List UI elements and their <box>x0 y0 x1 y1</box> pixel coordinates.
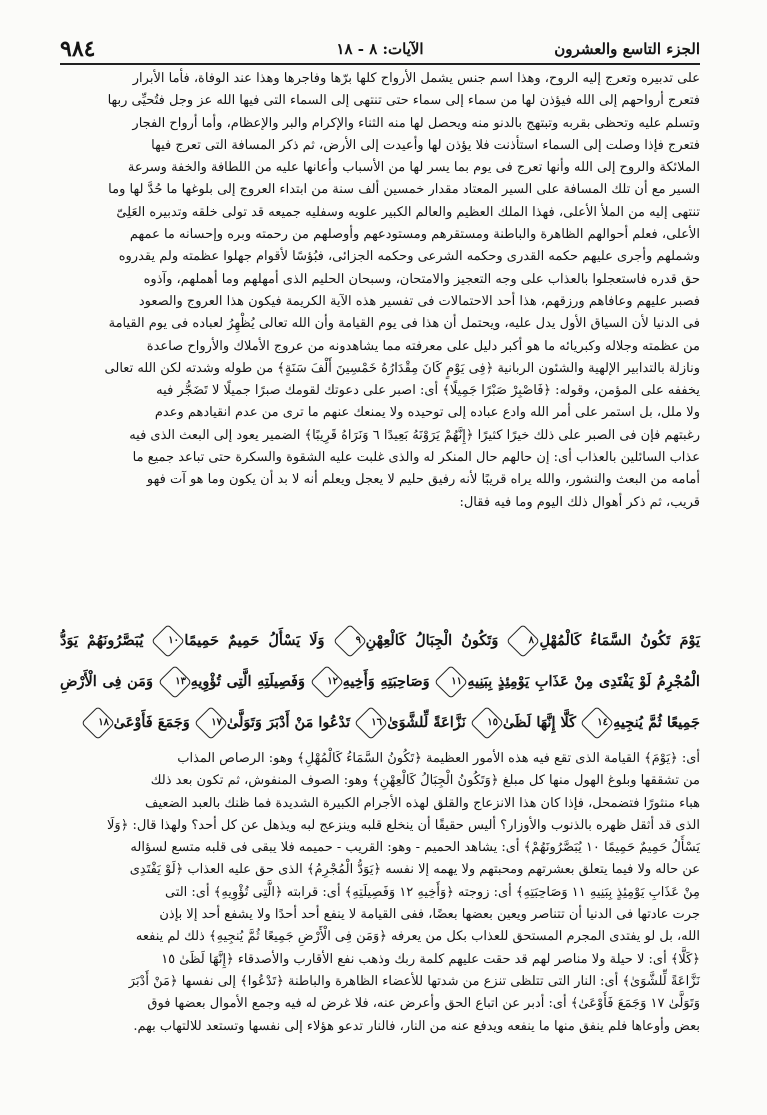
page-number: ٩٨٤ <box>60 36 96 62</box>
verse-number-marker <box>506 624 540 658</box>
verse-number: ١٠ <box>168 635 180 646</box>
verse-number-marker <box>194 706 228 740</box>
commentary-line: عن حاله ولا فيما يتعلق بعشرتهم ومحبتهم ولا يهمه إلا نفسه ﴿يَوَدُّ الْمُجْرِمُ﴾ الذى حق عليه العذاب ﴿لَوْ يَفْتَدِى <box>129 862 700 878</box>
commentary-line: ونازلة بالتدابير الإلهية والشئون الربانية ﴿فِى يَوْمٍ كَانَ مِقْدَارُهُ خَمْسِينَ أَلْفَ سَنَةٍ﴾ من طوله وشدته لكن الله تعالى <box>104 360 700 376</box>
commentary-line: وشملهم وأجرى عليهم حكمه القدرى وحكمه الشرعى وحكمه الجزائى، فبُؤسًا لأقوام جهلوا عظمته ولم يقدروه <box>118 249 700 265</box>
commentary-line: فى الدنيا لأن السياق الأول يدل عليه، ويحتمل أن هذا فى يوم القيامة وأن الله تعالى يُظْهِرُ لعباده فى يوم القيامة <box>108 316 700 332</box>
commentary-line: الله، بل لو يفتدى المجرم المستحق للعذاب بكل من يعرفه ﴿وَمَن فِى الْأَرْضِ جَمِيعًا ثُمَّ يُنجِيهِ﴾ ذلك لم ينفعه <box>135 929 700 945</box>
commentary-line: فتعرج أرواحهم إلى الله فيؤذن لها من سماء إلى سماء حتى تنتهى إلى السماء التى فيها الله عز وجل فتُحيِّى ربها <box>107 93 700 109</box>
part-title: الجزء التاسع والعشرون <box>554 40 700 58</box>
commentary-line: رغبتهم فإن فى الصبر على ذلك خيرًا كثيرًا ﴿إِنَّهُمْ يَرَوْنَهُ بَعِيدًا ٦ وَنَرَاهُ قَرِيبًا﴾ الضمير يعود إلى البعث الذى فيه <box>129 427 700 443</box>
commentary-line: الأعلى، فعلم أحوالهم الظاهرة والباطنة ومستقرهم ومستودعهم وأوصلهم من رحمته وبره وإحسانه ما عمهم <box>129 227 700 243</box>
verse-number: ١٦ <box>371 717 383 728</box>
commentary-line: وتسلم عليه وتحظى بقربه وتبتهج بالدنو منه ويحصل لها منه الثناء والإكرام والبر والإعظام، وأما أرواح الفجار <box>132 115 700 131</box>
commentary-line: جرت عادتها فى الدنيا أن تتناصر ويعين بعضها بعضًا، ففى القيامة لا ينفع أحد أحدًا ولا يشفع أحد إلا بإذن <box>159 907 700 923</box>
verse-number-marker <box>434 665 468 699</box>
verse-text: يَوْمَ تَكُونُ السَّمَاءُ كَالْمُهْلِ <box>539 632 700 649</box>
commentary-line: فصبر عليهم وعافاهم ورزقهم، هذا أحد الاحتمالات فى تفسير هذه الآية الكريمة فيكون هذا العروج والصعود <box>138 293 700 309</box>
page-header <box>60 38 700 62</box>
verse-number: ٩ <box>355 635 361 646</box>
verse-number: ١٧ <box>211 717 222 728</box>
verse-text: وَلَا يَسْأَلُ حَمِيمٌ حَمِيمًا <box>184 632 325 649</box>
verse-number: ١٢ <box>326 676 338 687</box>
verse-text: وَمَن فِى الْأَرْضِ جَمِيعًا ثُمَّ يُنجِيهِ <box>60 673 700 731</box>
verse-text: وَفَصِيلَتِهِ الَّتِى تُؤْوِيهِ <box>190 673 305 690</box>
commentary-line: مِنْ عَذَابِ يَوْمِئِذٍ بِبَنِيهِ ١١ وَصَاحِبَتِهِ﴾ أى: زوجته ﴿وَأَخِيهِ ١٢ وَفَصِيلَتِهِ﴾ أى: قرابته ﴿الَّتِى تُؤْوِيهِ﴾ أى: التى <box>164 884 700 900</box>
verse-number-marker <box>333 624 367 658</box>
verse-number: ٨ <box>529 635 535 646</box>
commentary-line: تنتهى إليه من الملأ الأعلى، فهذا الملك العظيم والعالم الكبير علويه وسفليه جميعه قد تولى خلقه وتدبيره العَلِىّ <box>116 204 700 220</box>
commentary-line: نَزَّاعَةً لِّلشَّوَىٰ﴾ أى: النار التى تتلظى تنزع من شدتها للأعضاء الظاهرة والباطنة ﴿تَدْعُوا﴾ إلى نفسها ﴿مَنْ أَدْبَرَ <box>128 973 700 989</box>
verse-number: ١٤ <box>597 717 609 728</box>
verse-number-marker <box>81 706 115 740</box>
commentary-line: ﴿كَلَّا﴾ أى: لا حيلة ولا مناصر لهم قد حقت عليهم كلمة ربك وذهب نفع الأقارب والأصدقاء ﴿إِنَّهَا لَظَىٰ ١٥ <box>161 951 700 967</box>
commentary-line: من عظمته وجلاله وكبريائه ما هو أكبر دليل على معرفته مما يشاهدونه من عروج الأملاك والأرواح صاعدة <box>146 338 700 354</box>
commentary-line: بعض وأوعاها فلم ينفق منها ما ينفعه ويدفع عنه من النار، فالنار تدعو هؤلاء إلى نفسها وتستعد للالتهاب بهم. <box>133 1018 700 1034</box>
commentary-line: يَسْأَلُ حَمِيمٌ حَمِيمًا ١٠ يُبَصَّرُونَهُمْ﴾ أى: يشاهد الحميم - وهو: القريب - حميمه فلا يبقى فى قلبه متسع لسؤاله <box>130 840 700 856</box>
quran-verses <box>60 620 700 743</box>
verse-number: ١٣ <box>174 676 186 687</box>
commentary-line: وَتَوَلَّىٰ ١٧ وَجَمَعَ فَأَوْعَىٰ﴾ أى: أدبر عن اتباع الحق وأعرض عنه، فلا غرض له فيه وجمع الأموال بعضها فوق <box>147 996 700 1012</box>
verse-text: يُبَصَّرُونَهُمْ يَوَدُّ الْمُجْرِمُ لَوْ يَفْتَدِى مِنْ عَذَابِ يَوْمِئِذٍ بِبَنِيهِ <box>60 632 700 690</box>
commentary-line: السير مع أن تلك المسافة على السير المعتاد مقدار خمسين ألف سنة من ابتداء العروج إلى بلوغها ما حُدَّ لها وما <box>108 182 700 198</box>
commentary-block-1 <box>60 68 700 514</box>
commentary-line: أمامه من البعث والنشور، والله يراه قريبًا لأنه رفيق حليم لا يعجل ويعلم أنه لا بد أن يكون وما هو آت فهو <box>146 472 700 488</box>
verse-text: وَجَمَعَ فَأَوْعَىٰ <box>113 714 190 731</box>
verse-number-marker <box>158 665 192 699</box>
commentary-line: حق قدره فاستعجلوا بالعذاب على وجه التعجيز والامتحان، وسبحان الحليم الذى أمهلهم وما أهملهم، وآذوه <box>143 271 700 287</box>
commentary-block-2 <box>60 748 700 1038</box>
commentary-line: الملائكة والروح إلى الله وأنها تعرج فى يوم بما يسر لها من الأسباب وأعانها عليه من اللطافة والخفة وسرعة <box>127 160 700 176</box>
commentary-line: أى: ﴿يَوْمَ﴾ القيامة الذى تقع فيه هذه الأمور العظيمة ﴿تَكُونُ السَّمَاءُ كَالْمُهْلِ﴾ وهو: الرصاص المذاب <box>177 751 700 766</box>
commentary-line: ولا ملل، بل استمر على أمر الله وادع عباده إلى توحيده ولا يمنعك عنهم ما ترى من عدم انقيادهم وعدم <box>154 405 700 421</box>
verses-range: الآيات: ٨ - ١٨ <box>336 40 424 58</box>
header-divider <box>60 63 700 65</box>
verse-number: ١٥ <box>487 717 498 728</box>
verse-text: وَصَاحِبَتِهِ وَأَخِيهِ <box>342 673 430 690</box>
commentary-line: عذاب السائلين بالعذاب أى: إن حالهم حال المنكر له والذى غلبت عليه الشقوة والسكرة حتى تباعد جميع ما <box>132 450 700 466</box>
verse-text: نَزَّاعَةً لِّلشَّوَىٰ <box>387 714 466 731</box>
commentary-line: يخففه على المؤمن، وقوله: ﴿فَاصْبِرْ صَبْرًا جَمِيلًا﴾ أى: اصبر على دعوتك لقومك صبرًا جميلًا لا تَضَجُّر فيه <box>156 383 700 399</box>
commentary-line: قريب، ثم ذكر أهوال ذلك اليوم وما فيه فقال: <box>459 494 700 510</box>
verse-text: وَتَكُونُ الْجِبَالُ كَالْعِهْنِ <box>365 632 499 649</box>
verse-number-marker <box>354 706 388 740</box>
commentary-line: الذى قد أثقل ظهره بالذنوب والأوزار؟ أليس حقيقًا أن ينخلع قلبه وينزعج لبه ويذهل عن كل أحد؟ ولهذا قال: ﴿وَلَا <box>107 817 700 833</box>
verse-number: ١٨ <box>97 717 109 728</box>
verse-text: تَدْعُوا مَنْ أَدْبَرَ وَتَوَلَّىٰ <box>226 714 351 731</box>
verse-number-marker <box>151 624 185 658</box>
verse-text: كَلَّا إِنَّهَا لَظَىٰ <box>502 714 577 731</box>
commentary-line: فتعرج فإذا وصلت إلى السماء استأذنت فلا يؤذن لها وأعيدت إلى الأرض، ثم ذكر المسافة التى تعرج فيها <box>151 137 700 153</box>
commentary-line: على تدبيره وتعرج إليه الروح، وهذا اسم جنس يشمل الأرواح كلها برّها وفاجرها وهذا عند الوفاة، فأما الأبرار <box>132 71 700 86</box>
verse-number-marker <box>580 706 614 740</box>
verse-number-marker <box>470 706 504 740</box>
verse-number-marker <box>310 665 344 699</box>
commentary-line: هباء منثورًا فتضمحل، فإذا كان هذا الانزعاج والقلق لهذه الأجرام الكبيرة الشديدة فما ظنك بالعبد الضعيف <box>145 795 700 811</box>
commentary-line: من تشققها وبلوغ الهول منها كل مبلغ ﴿وَتَكُونُ الْجِبَالُ كَالْعِهْنِ﴾ وهو: الصوف المنفوش، ثم تكون بعد ذلك <box>150 773 700 789</box>
verse-number: ١١ <box>451 676 463 687</box>
